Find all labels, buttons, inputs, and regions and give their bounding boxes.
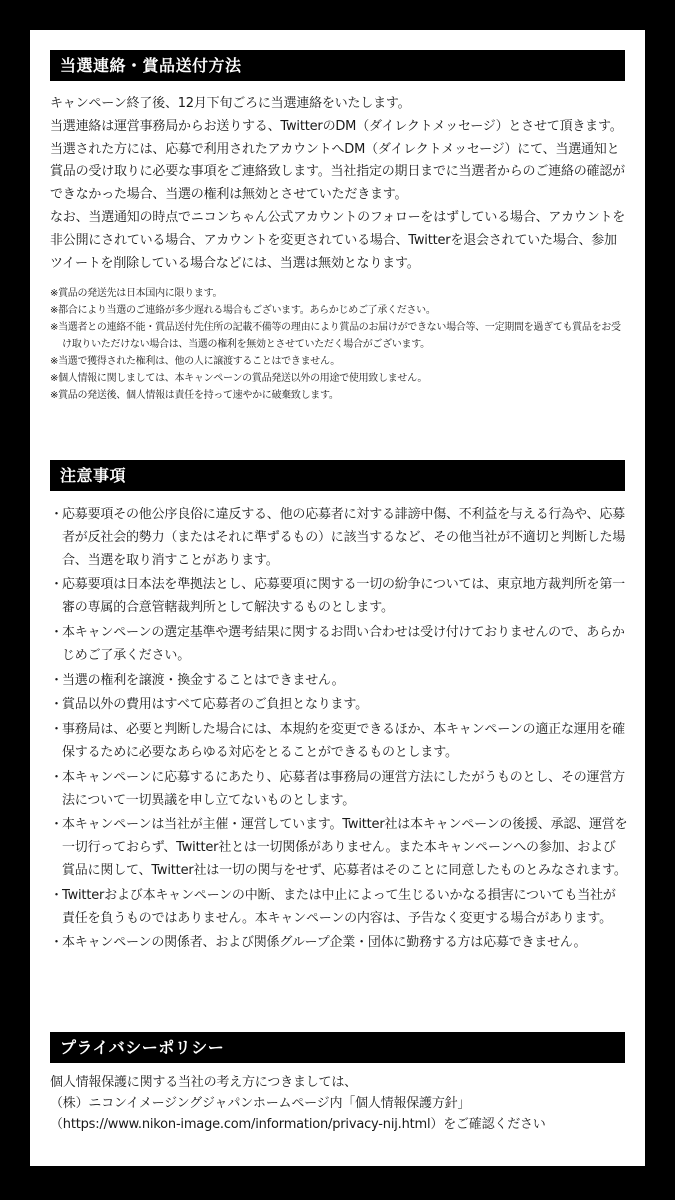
caution-item bbox=[50, 932, 628, 955]
bullet-icon: ・ bbox=[50, 722, 63, 738]
note-item: ※当選で獲得された権利は、他の人に譲渡することはできません。 bbox=[50, 356, 340, 368]
privacy-line: （株）ニコンイメージングジャパンホームページ内「個人情報保護方針」 bbox=[50, 1096, 471, 1111]
caution-text: 本キャンペーンの関係者、および関係グループ企業・団体に勤務する方は応募できません。 bbox=[62, 935, 587, 951]
privacy-line: 個人情報保護に関する当社の考え方につきましては、 bbox=[50, 1075, 357, 1090]
section-title-cautions: 注意事項 bbox=[50, 460, 625, 491]
caution-text: 応募要項は日本法を準拠法とし、応募要項に関する一切の紛争については、東京地方裁判所を第一審の専属的合意管轄裁判所として解決するものとします。 bbox=[62, 577, 625, 616]
winner-paragraph: キャンペーン終了後、12月下旬ごろに当選連絡をいたします。 bbox=[50, 96, 411, 111]
caution-item bbox=[50, 814, 628, 882]
caution-item bbox=[50, 504, 628, 572]
caution-text: 本キャンペーンの選定基準や選考結果に関するお問い合わせは受け付けておりませんので、あらかじめご了承ください。 bbox=[62, 624, 625, 663]
section-title-winner: 当選連絡・賞品送付方法 bbox=[50, 50, 625, 81]
cautions-list bbox=[50, 504, 628, 955]
winner-paragraph: 当選された方には、応募で利用されたアカウントへDM（ダイレクトメッセージ）にて、当選通知と賞品の受け取りに必要な事項をご連絡致します。当社指定の期日までに当選者からのご連絡の確認ができなかった場合、当選の権利は無効とさせていただきます。 bbox=[50, 141, 625, 203]
caution-text: 当選の権利を譲渡・換金することはできません。 bbox=[62, 672, 345, 688]
note-item: ※都合により当選のご連絡が多少遅れる場合もございます。あらかじめご了承ください。 bbox=[50, 305, 436, 317]
caution-text: Twitterおよび本キャンペーンの中断、または中止によって生じるいかなる損害についても当社が責任を負うものではありません。本キャンペーンの内容は、予告なく変更する場合があります。 bbox=[62, 887, 616, 926]
caution-item bbox=[50, 574, 628, 620]
winner-body bbox=[50, 93, 628, 404]
bullet-icon: ・ bbox=[50, 624, 63, 640]
bullet-icon: ・ bbox=[50, 672, 63, 688]
caution-item bbox=[50, 885, 628, 931]
note-item: ※賞品の発送後、個人情報は責任を持って速やかに破棄致します。 bbox=[50, 390, 339, 402]
caution-item bbox=[50, 719, 628, 765]
cautions-body bbox=[50, 504, 628, 957]
caution-text: 本キャンペーンに応募するにあたり、応募者は事務局の運営方法にしたがうものとし、その運営方法について一切異議を申し立てないものとします。 bbox=[62, 769, 625, 808]
winner-paragraph: なお、当選通知の時点でニコンちゃん公式アカウントのフォローをはずしている場合、アカウントを非公開にされている場合、アカウントを変更されている場合、Twitterを退会されていた場合、参加ツイートを削除している場合などには、当選は無効となります。 bbox=[50, 209, 626, 271]
privacy-body bbox=[50, 1072, 628, 1135]
bullet-icon: ・ bbox=[50, 887, 63, 903]
note-item: ※賞品の発送先は日本国内に限ります。 bbox=[50, 288, 223, 300]
bullet-icon: ・ bbox=[50, 817, 63, 833]
bullet-icon: ・ bbox=[50, 507, 63, 522]
caution-item bbox=[50, 767, 628, 813]
bullet-icon: ・ bbox=[50, 769, 63, 785]
caution-text: 応募要項その他公序良俗に違反する、他の応募者に対する誹謗中傷、不利益を与える行為や、応募者が反社会的勢力（またはそれに準ずるもの）に該当するなど、その他当社が不適切と判断した場合、当選を取り消すことがあります。 bbox=[62, 507, 626, 568]
note-item: ※個人情報に関しましては、本キャンペーンの賞品発送以外の用途で使用致しません。 bbox=[50, 373, 428, 385]
bullet-icon: ・ bbox=[50, 935, 63, 951]
terms-page bbox=[30, 30, 645, 1166]
caution-text: 賞品以外の費用はすべて応募者のご負担となります。 bbox=[62, 697, 368, 713]
winner-notes bbox=[50, 285, 628, 404]
privacy-url-line: （https://www.nikon-image.com/information/privacy-nij.html）をご確認ください bbox=[50, 1117, 546, 1132]
caution-item bbox=[50, 670, 628, 693]
bullet-icon: ・ bbox=[50, 577, 63, 593]
note-item: ※当選者との連絡不能・賞品送付先住所の記載不備等の理由により賞品のお届けができない場合等、一定期間を過ぎても賞品をお受け取りいただけない場合は、当選の権利を無効とさせていただく場合がございます。 bbox=[50, 322, 621, 351]
caution-item bbox=[50, 694, 628, 717]
section-title-privacy: プライバシーポリシー bbox=[50, 1032, 625, 1063]
caution-text: 本キャンペーンは当社が主催・運営しています。Twitter社は本キャンペーンの後援、承認、運営を一切行っておらず、Twitter社とは一切関係がありません。また本キャンペーンへの参加、および賞品に関して、Twitter社は一切の関与をせず、応募者はそのことに同意したものとみなされます。 bbox=[62, 817, 628, 878]
caution-item bbox=[50, 622, 628, 668]
winner-paragraph: 当選連絡は運営事務局からお送りする、TwitterのDM（ダイレクトメッセージ）とさせて頂きます。 bbox=[50, 118, 623, 134]
bullet-icon: ・ bbox=[50, 697, 63, 713]
caution-text: 事務局は、必要と判断した場合には、本規約を変更できるほか、本キャンペーンの適正な運用を確保するために必要なあらゆる対応をとることができるものとします。 bbox=[62, 722, 625, 760]
